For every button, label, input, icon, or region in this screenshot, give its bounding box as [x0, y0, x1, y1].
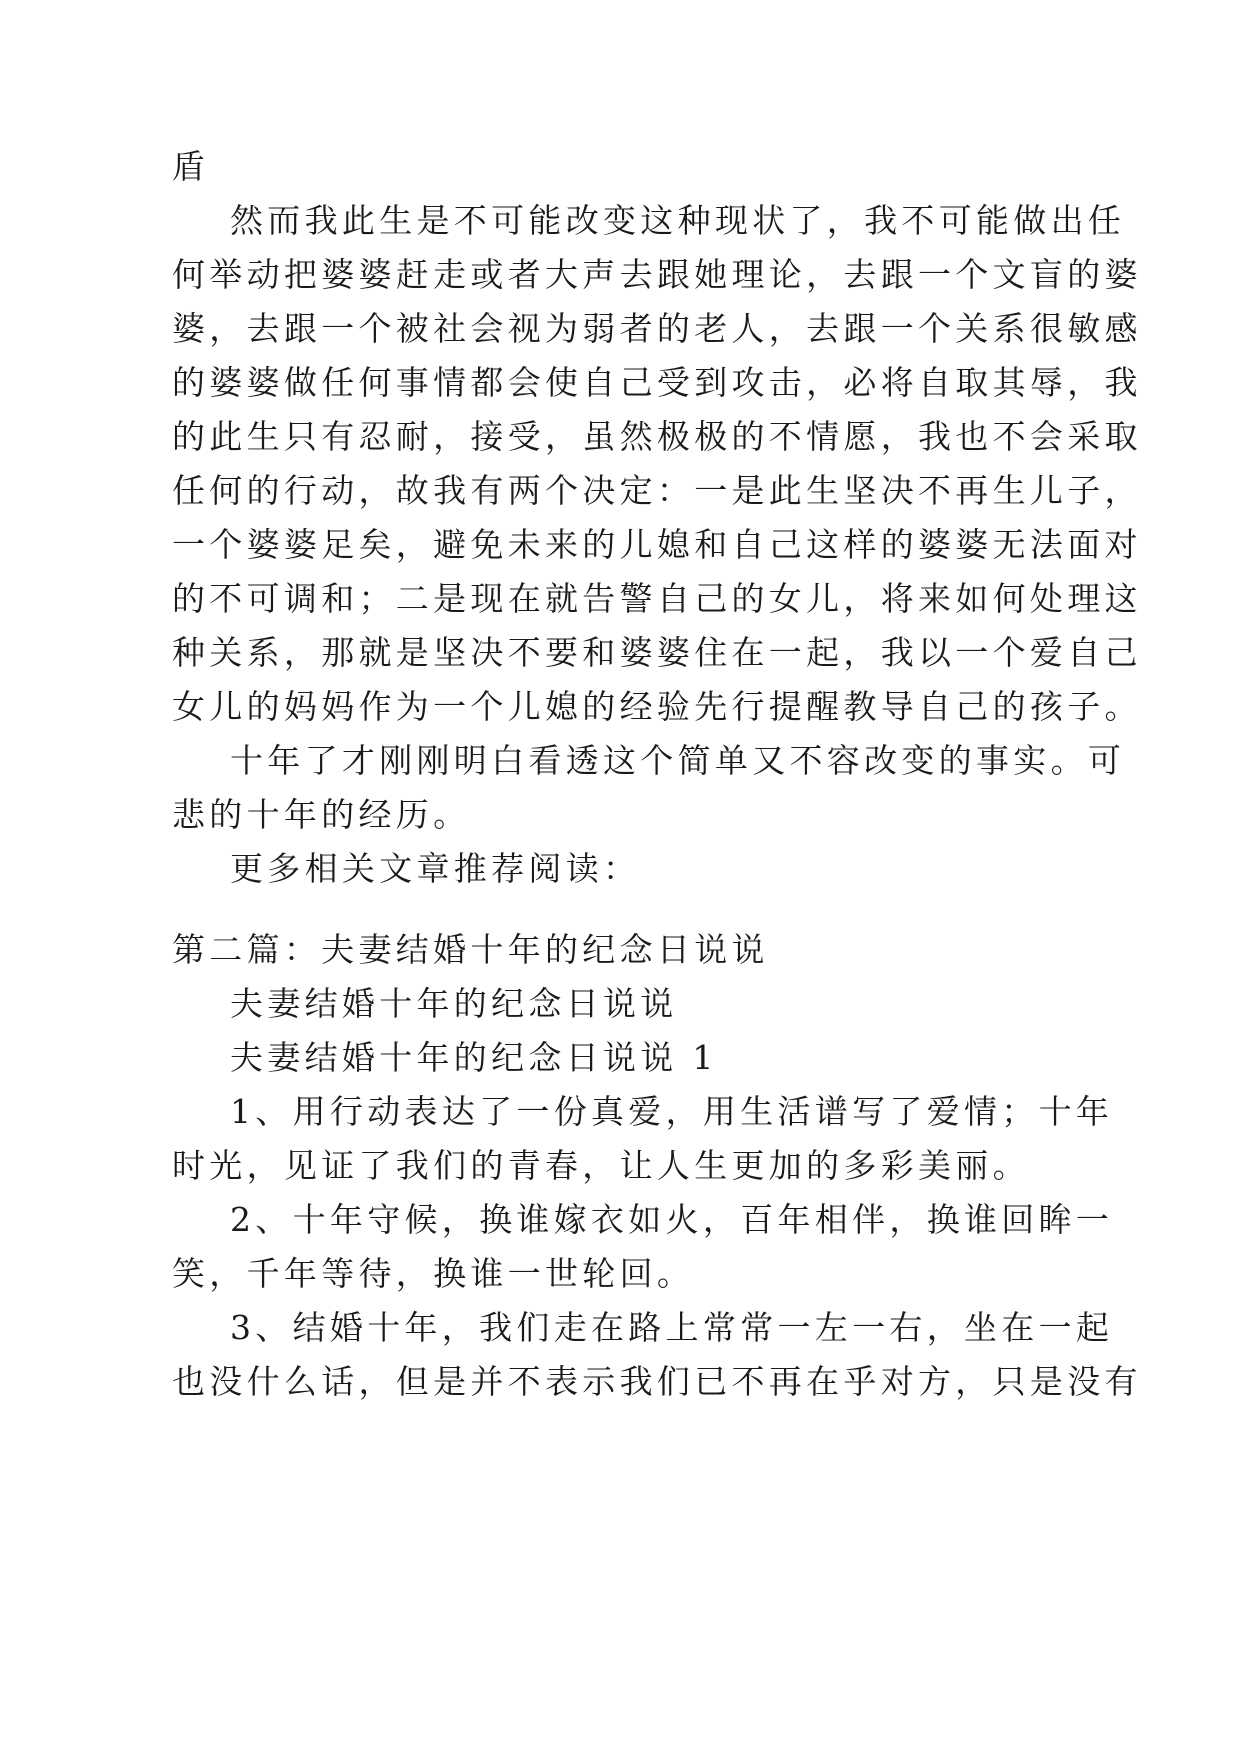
text-line: 夫妻结婚十年的纪念日说说 1	[230, 1038, 718, 1077]
text-line: 也没什么话，但是并不表示我们已不再在乎对方，只是没有	[172, 1362, 1142, 1401]
text-line: 种关系，那就是坚决不要和婆婆住在一起，我以一个爱自己	[172, 633, 1142, 672]
text-line: 的此生只有忍耐，接受，虽然极极的不情愿，我也不会采取	[172, 417, 1142, 456]
text-line: 的婆婆做任何事情都会使自己受到攻击，必将自取其辱，我	[172, 363, 1142, 402]
text-line: 婆，去跟一个被社会视为弱者的老人，去跟一个关系很敏感	[172, 309, 1142, 348]
text-line: 然而我此生是不可能改变这种现状了，我不可能做出任	[230, 201, 1126, 240]
text-line: 盾	[172, 147, 210, 186]
text-line: 的不可调和；二是现在就告警自己的女儿，将来如何处理这	[172, 579, 1142, 618]
text-line: 十年了才刚刚明白看透这个简单又不容改变的事实。可	[230, 741, 1126, 780]
text-line: 3、结婚十年，我们走在路上常常一左一右，坐在一起	[230, 1308, 1114, 1347]
text-line: 女儿的妈妈作为一个儿媳的经验先行提醒教导自己的孩子。	[172, 687, 1142, 726]
text-line: 一个婆婆足矣，避免未来的儿媳和自己这样的婆婆无法面对	[172, 525, 1142, 564]
text-line: 更多相关文章推荐阅读：	[230, 849, 641, 888]
text-line: 悲的十年的经历。	[172, 795, 471, 834]
text-line: 任何的行动，故我有两个决定：一是此生坚决不再生儿子，	[172, 471, 1142, 510]
text-line: 1、用行动表达了一份真爱，用生活谱写了爱情；十年	[230, 1092, 1114, 1131]
text-line: 笑，千年等待，换谁一世轮回。	[172, 1254, 695, 1293]
text-line: 何举动把婆婆赶走或者大声去跟她理论，去跟一个文盲的婆	[172, 255, 1142, 294]
text-line: 夫妻结婚十年的纪念日说说	[230, 984, 678, 1023]
text-line: 时光，见证了我们的青春，让人生更加的多彩美丽。	[172, 1146, 1030, 1185]
text-line: 2、十年守候，换谁嫁衣如火，百年相伴，换谁回眸一	[230, 1200, 1114, 1239]
section-heading: 第二篇：夫妻结婚十年的纪念日说说	[172, 930, 769, 969]
